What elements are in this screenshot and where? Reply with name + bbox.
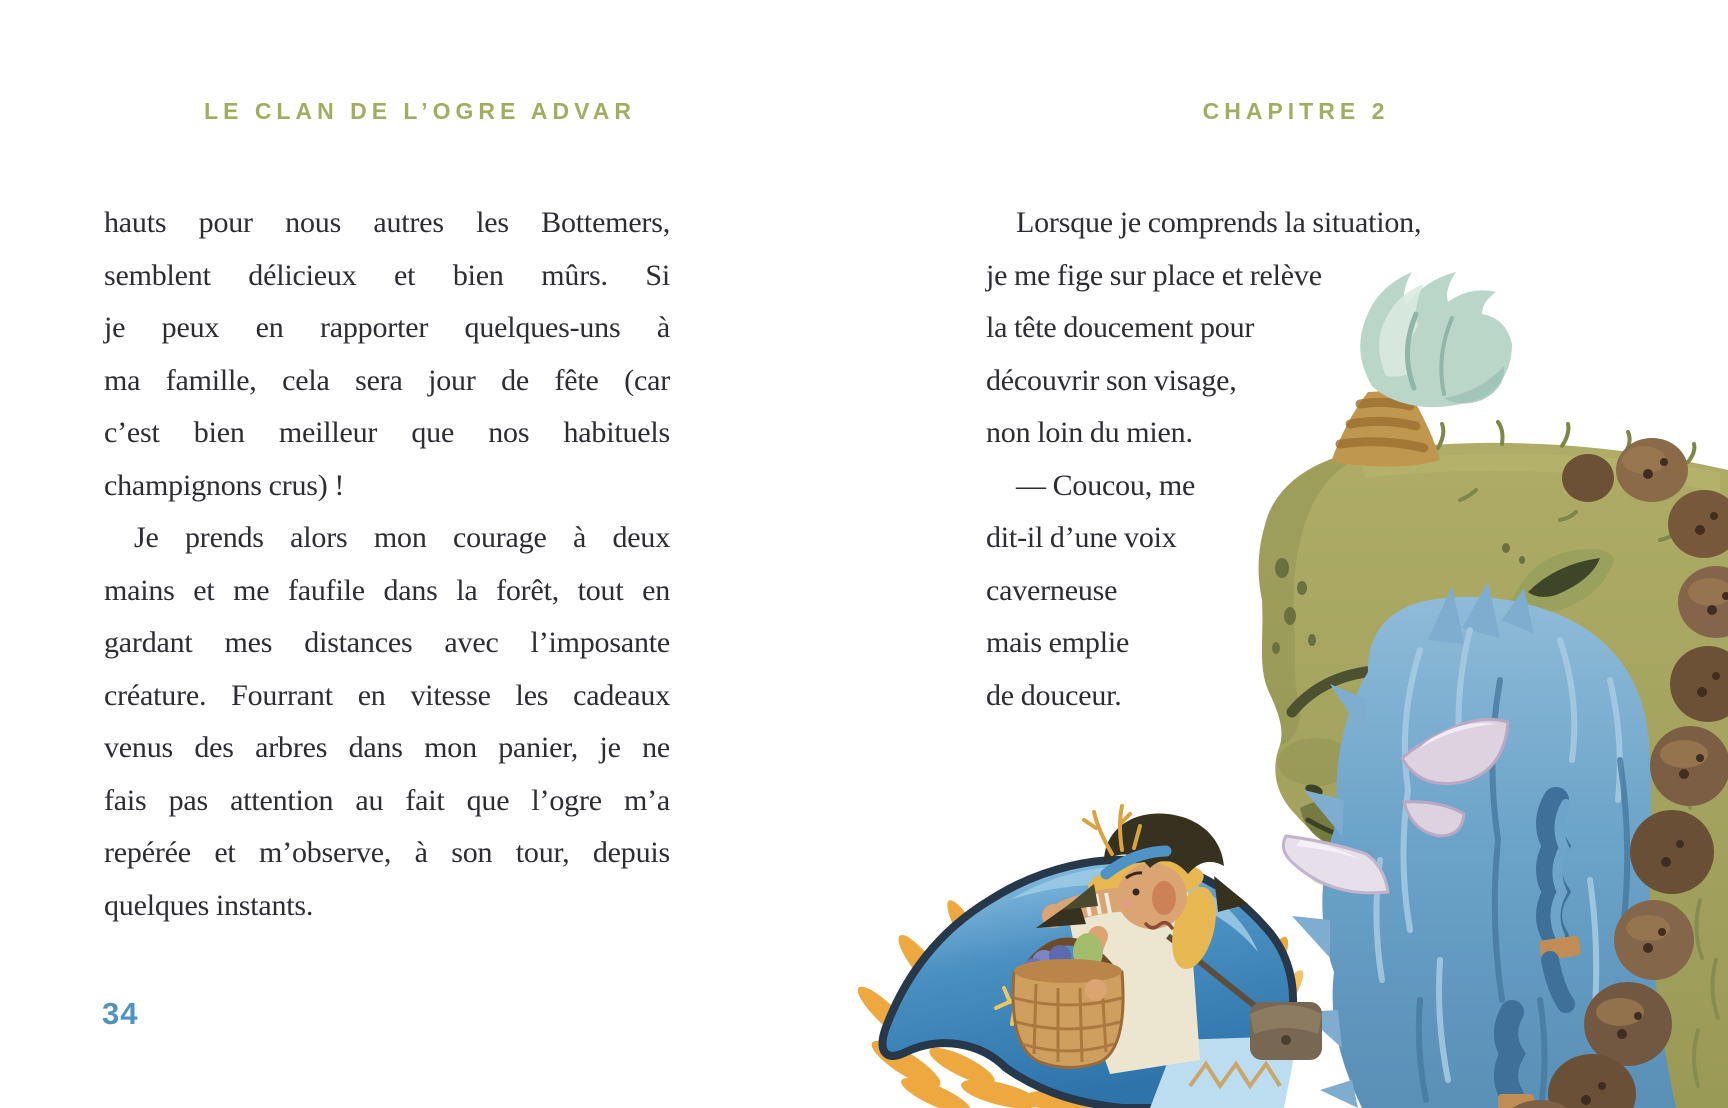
text-line: ma famille, cela sera jour de fête (car xyxy=(104,363,670,397)
page-number: 34 xyxy=(102,996,139,1031)
text-line: dit-il d’une voix xyxy=(986,521,1177,554)
text-line: découvrir son visage, xyxy=(986,363,1237,397)
text-line: je peux en rapporter quelques-uns à xyxy=(104,311,670,344)
text-line: quelques instants. xyxy=(104,888,314,922)
text-line: — Coucou, me xyxy=(1016,468,1196,502)
left-page-text xyxy=(104,197,670,932)
text-line: venus des arbres dans mon panier, je ne xyxy=(104,731,670,764)
text-line: Je prends alors mon courage à deux xyxy=(134,521,670,554)
girl xyxy=(852,806,1322,1108)
chapter-header: CHAPITRE 2 xyxy=(1202,98,1390,124)
text-line: Lorsque je comprends la situation, xyxy=(1016,206,1422,239)
text-line: mais emplie xyxy=(986,626,1130,659)
text-line: hauts pour nous autres les Bottemers, xyxy=(104,206,670,239)
satchel xyxy=(1250,1002,1322,1060)
text-line: fais pas attention au fait que l’ogre m’a xyxy=(104,783,670,817)
text-line: caverneuse xyxy=(986,573,1118,607)
text-line: la tête doucement pour xyxy=(986,311,1255,344)
text-line: repérée et m’observe, à son tour, depuis xyxy=(104,836,670,869)
text-line: de douceur. xyxy=(986,678,1122,712)
text-line: semblent délicieux et bien mûrs. Si xyxy=(104,258,670,292)
text-line: champignons crus) ! xyxy=(104,468,345,502)
text-line: non loin du mien. xyxy=(986,416,1193,449)
text-line: mains et me faufile dans la forêt, tout en xyxy=(104,573,670,607)
text-line: créature. Fourrant en vitesse les cadeaux xyxy=(104,678,670,712)
right-page-text xyxy=(986,197,1466,722)
running-header-left: LE CLAN DE L’OGRE ADVAR xyxy=(204,98,636,124)
text-line: c’est bien meilleur que nos habituels xyxy=(104,416,670,449)
text-line: je me fige sur place et relève xyxy=(986,258,1322,292)
text-line: gardant mes distances avec l’imposante xyxy=(104,626,670,659)
